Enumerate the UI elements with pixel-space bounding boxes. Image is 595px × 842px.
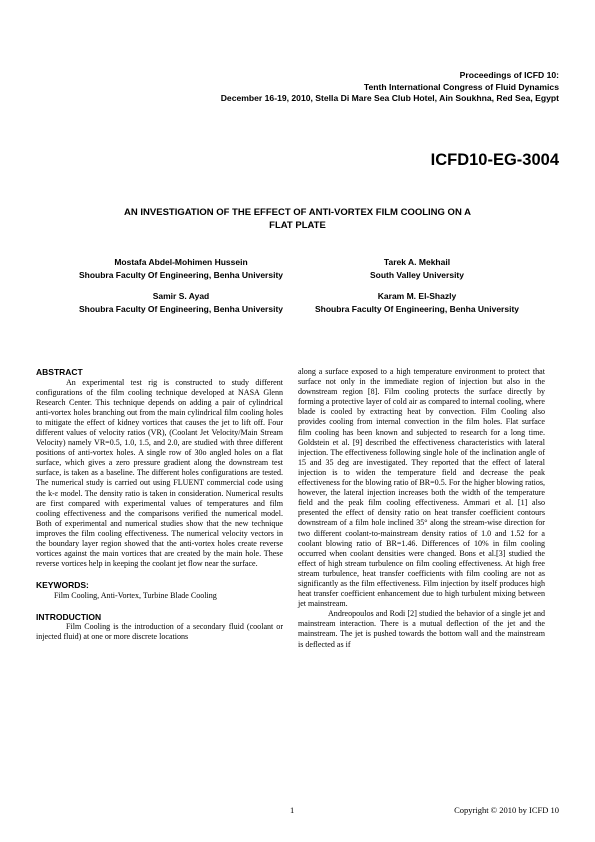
paper-title-line-1: AN INVESTIGATION OF THE EFFECT OF ANTI-VORTEX FILM COOLING ON A: [124, 207, 471, 218]
abstract-heading: ABSTRACT: [36, 367, 83, 377]
author-affiliation: Shoubra Faculty Of Engineering, Benha University: [78, 303, 284, 314]
author-name: Mostafa Abdel-Mohimen Hussein: [114, 257, 248, 267]
abstract-text: An experimental test rig is constructed to study different configurations of the film cooling technique developed at NASA Glenn Research Center. This technique depends on adding a pair of cylindrical anti-vortex holes branching out from the main cylindrical film cooling holes to mitigate the effect of kidney vortices that causes the jet to lift off. Four different values of velocity ratios (VR), (Coolant Jet Velocity/Main Stream Velocity) namely VR=0.5, 1.0, 1.5, and 2.0, are studied with three different positions of anti-vortex holes. A single row of 30o angled holes on a flat surface, which gives a zero pressure gradient along the downstream test surface, is taken as a baseline. The different holes configurations are tested. The numerical study is carried out using FLUENT commercial code using the k-ε model. The density ratio is taken in consideration. Numerical results are first compared with experimental values of temperatures and film cooling effectiveness and the comparisons verified the numerical model. Both of experimental and numerical studies show that the new technique improves the film cooling effectiveness. The numerical velocity vectors in the boundary layer region showed that the anti-vortex holes create reverse vortices against the main vortices that are created by the main hole. These reverse vortices help in keeping the coolant jet flow near the surface.: [36, 377, 283, 569]
introduction-heading: INTRODUCTION: [36, 611, 102, 622]
author-affiliation: South Valley University: [369, 269, 464, 280]
introduction-paragraph-2: Andreopoulos and Rodi [2] studied the behavior of a single jet and mainstream interaction. There is a mutual deflection of the jet and the mainstream. The jet is pushed towards the bottom wall and the mainstream is deflected as if: [298, 609, 545, 649]
author-affiliation: Shoubra Faculty Of Engineering, Benha University: [78, 269, 284, 280]
author-block-4: [312, 290, 522, 315]
keywords-text: Film Cooling, Anti-Vortex, Turbine Blade Cooling: [54, 590, 217, 600]
paper-title-line-2: FLAT PLATE: [269, 219, 326, 231]
proceedings-line-3: December 16-19, 2010, Stella Di Mare Sea Club Hotel, Ain Soukhna, Red Sea, Egypt: [220, 93, 559, 103]
introduction-text-continued: along a surface exposed to a high temperature environment to protect that surface not only in the immediate region of injection but also in the downstream region [8]. Film cooling protects the surface directly by forming a protective layer of cold air as compared to internal cooling, where blade is cooled by extracting heat by convection. Film Cooling also provides cooling from internal convection in the film holes. Flat surface film cooling has been known and subjected to research for a long time. Goldstein et al. [9] described the effectiveness characteristics with lateral injection. The effectiveness following single hole of the inclination angle of 15 and 35 deg are investigated. They reported that the effect of lateral injection is to widen the temperature field and decrease the peak effectiveness for the blowing ratio of BR=0.5. For the higher blowing ratios, however, the lateral injection increases both the width of the temperature field and the peak film cooling effectiveness. Ammari et al. [1] also presented the effect of density ratio on heat transfer coefficient contours downstream of a film hole inclined 35° along the stream-wise direction for two different coolant-to-mainstream density ratios of 1.0 and 1.52 for a coolant blowing ratio of BR=1.46. Differences of 10% in film cooling occurred when coolant densities were changed. Bons et al.[3] studied the effect of high stream turbulence on film cooling effectiveness. At high free stream turbulence, heat transfer coefficients with film cooling are not as significantly as the film effectiveness. Film injection by itself produces high heat transfer coefficient enhancement due to high turbulent mixing between jet mainstream.: [298, 367, 545, 609]
introduction-text-start: Film Cooling is the introduction of a secondary fluid (coolant or injected fluid) at one or more discrete locations: [36, 622, 283, 642]
author-name: Karam M. El-Shazly: [377, 291, 457, 301]
author-block-3: [66, 290, 296, 315]
author-block-2: [312, 256, 522, 281]
right-column: [298, 367, 545, 650]
page-number: 1: [290, 805, 295, 815]
author-affiliation: Shoubra Faculty Of Engineering, Benha University: [314, 303, 520, 314]
author-block-1: [66, 256, 296, 281]
proceedings-line-2: Tenth International Congress of Fluid Dynamics: [363, 81, 559, 92]
author-name: Samir S. Ayad: [152, 291, 210, 301]
paper-title: [70, 207, 525, 232]
paper-id: ICFD10-EG-3004: [430, 151, 559, 169]
left-column: [36, 367, 283, 643]
copyright-notice: Copyright © 2010 by ICFD 10: [454, 805, 559, 815]
proceedings-line-1: Proceedings of ICFD 10:: [459, 70, 559, 80]
keywords-heading: KEYWORDS:: [36, 580, 89, 591]
author-name: Tarek A. Mekhail: [383, 257, 451, 267]
proceedings-header: [221, 70, 559, 105]
